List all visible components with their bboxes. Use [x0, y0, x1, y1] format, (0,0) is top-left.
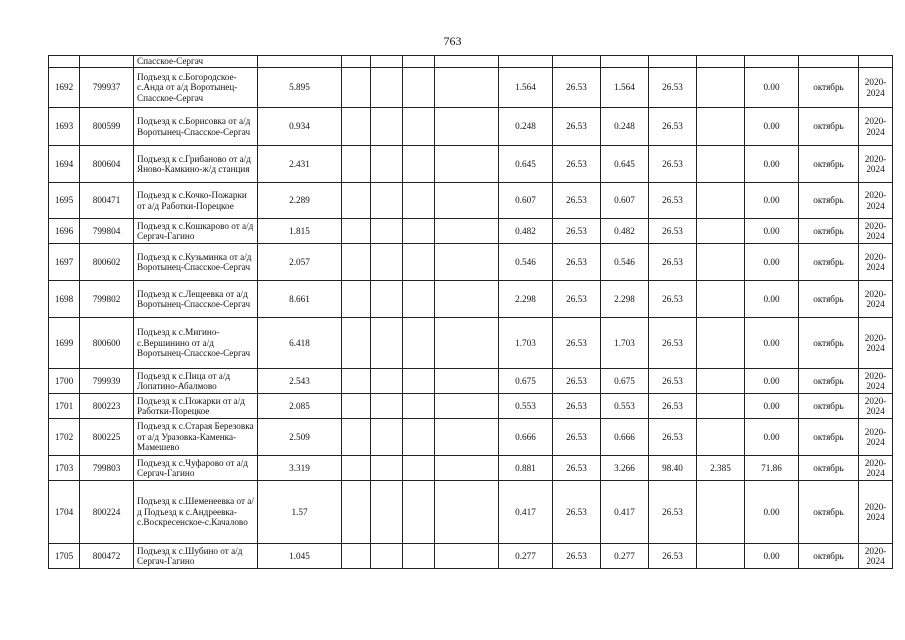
percent-cell: 26.53	[649, 369, 697, 394]
value-cell	[697, 108, 745, 146]
table-row	[49, 481, 893, 544]
percent-cell: 26.53	[649, 481, 697, 544]
road-code-cell: 800600	[80, 318, 134, 369]
empty-cell	[371, 183, 403, 219]
percent-cell: 26.53	[553, 318, 601, 369]
road-name-cell: Подъезд к с.Пица от а/д Лопатино-Абалмово	[134, 369, 258, 394]
empty-cell	[403, 369, 435, 394]
value-cell: 0.00	[745, 481, 799, 544]
value-cell: 0.675	[601, 369, 649, 394]
empty-cell	[342, 394, 371, 419]
value-cell: 0.00	[745, 394, 799, 419]
road-code-cell: 800602	[80, 244, 134, 281]
empty-cell	[403, 219, 435, 244]
years-cell: 2020-2024	[859, 481, 893, 544]
length-cell: 2.509	[258, 419, 342, 456]
length-cell: 2.289	[258, 183, 342, 219]
roads-table	[48, 55, 893, 569]
value-cell: 0.482	[499, 219, 553, 244]
empty-cell	[403, 68, 435, 108]
empty-cell	[371, 108, 403, 146]
value-cell: 0.00	[745, 183, 799, 219]
value-cell: 0.00	[745, 219, 799, 244]
month-cell: октябрь	[799, 369, 859, 394]
empty-cell	[403, 456, 435, 481]
empty-cell	[342, 68, 371, 108]
years-cell: 2020-2024	[859, 369, 893, 394]
empty-cell	[403, 146, 435, 183]
empty-cell	[403, 183, 435, 219]
value-cell: 0.482	[601, 219, 649, 244]
value-cell	[697, 318, 745, 369]
value-cell: 0.277	[499, 544, 553, 569]
table-row-continued	[49, 56, 893, 68]
percent-cell: 26.53	[649, 146, 697, 183]
empty-cell	[435, 419, 499, 456]
percent-cell: 26.53	[553, 456, 601, 481]
value-cell: 0.00	[745, 544, 799, 569]
row-number-cell: 1705	[49, 544, 80, 569]
years-cell: 2020-2024	[859, 219, 893, 244]
percent-cell: 26.53	[649, 281, 697, 318]
percent-cell: 26.53	[553, 108, 601, 146]
percent-cell: 26.53	[553, 219, 601, 244]
row-number-cell: 1703	[49, 456, 80, 481]
table-row	[49, 183, 893, 219]
value-cell: 0.00	[745, 108, 799, 146]
empty-cell	[371, 456, 403, 481]
value-cell: 0.546	[601, 244, 649, 281]
empty-cell	[403, 244, 435, 281]
years-cell: 2020-2024	[859, 544, 893, 569]
empty-cell	[371, 244, 403, 281]
years-cell: 2020-2024	[859, 419, 893, 456]
empty-cell	[342, 244, 371, 281]
road-name-cell: Подъезд к с.Лещеевка от а/д Воротынец-Спасское-Сергач	[134, 281, 258, 318]
percent-cell: 26.53	[649, 318, 697, 369]
row-number-cell: 1698	[49, 281, 80, 318]
value-cell: 0.00	[745, 281, 799, 318]
years-cell: 2020-2024	[859, 318, 893, 369]
empty-cell	[342, 369, 371, 394]
value-cell: 1.703	[499, 318, 553, 369]
percent-cell: 26.53	[553, 146, 601, 183]
empty-cell	[342, 318, 371, 369]
month-cell: октябрь	[799, 281, 859, 318]
value-cell: 0.546	[499, 244, 553, 281]
value-cell: 0.248	[601, 108, 649, 146]
month-cell: октябрь	[799, 544, 859, 569]
road-code-cell: 800599	[80, 108, 134, 146]
length-cell: 2.085	[258, 394, 342, 419]
table-row	[49, 281, 893, 318]
empty-cell	[342, 456, 371, 481]
length-cell: 0.934	[258, 108, 342, 146]
month-cell: октябрь	[799, 394, 859, 419]
percent-cell: 26.53	[649, 419, 697, 456]
empty-cell	[371, 219, 403, 244]
empty-cell	[403, 108, 435, 146]
month-cell: октябрь	[799, 456, 859, 481]
table-row	[49, 146, 893, 183]
value-cell	[697, 146, 745, 183]
years-cell: 2020-2024	[859, 183, 893, 219]
value-cell: 0.00	[745, 146, 799, 183]
road-code-cell: 800604	[80, 146, 134, 183]
road-name-cell: Подъезд к с.Чуфарово от а/д Сергач-Гагино	[134, 456, 258, 481]
table-row	[49, 68, 893, 108]
value-cell	[697, 219, 745, 244]
row-number-cell: 1700	[49, 369, 80, 394]
length-cell: 8.661	[258, 281, 342, 318]
value-cell: 0.553	[601, 394, 649, 419]
month-cell: октябрь	[799, 146, 859, 183]
value-cell: 0.553	[499, 394, 553, 419]
empty-cell	[435, 183, 499, 219]
years-cell: 2020-2024	[859, 456, 893, 481]
month-cell: октябрь	[799, 183, 859, 219]
row-number-cell: 1702	[49, 419, 80, 456]
value-cell: 1.703	[601, 318, 649, 369]
length-cell: 2.057	[258, 244, 342, 281]
empty-cell	[403, 281, 435, 318]
empty-cell	[371, 419, 403, 456]
empty-cell	[342, 146, 371, 183]
value-cell	[697, 481, 745, 544]
value-cell: 3.266	[601, 456, 649, 481]
percent-cell: 26.53	[553, 244, 601, 281]
road-name-cell: Спасское-Сергач	[134, 56, 258, 68]
empty-cell	[342, 481, 371, 544]
length-cell: 3.319	[258, 456, 342, 481]
road-name-cell: Подъезд к с.Кочко-Пожарки от а/д Работки-Порецкое	[134, 183, 258, 219]
road-code-cell: 800223	[80, 394, 134, 419]
value-cell: 0.666	[601, 419, 649, 456]
month-cell: октябрь	[799, 244, 859, 281]
length-cell: 1.045	[258, 544, 342, 569]
length-cell: 2.543	[258, 369, 342, 394]
row-number-cell: 1694	[49, 146, 80, 183]
row-number-cell: 1693	[49, 108, 80, 146]
empty-cell	[435, 369, 499, 394]
empty-cell	[342, 219, 371, 244]
percent-cell: 26.53	[553, 481, 601, 544]
empty-cell	[435, 244, 499, 281]
value-cell: 0.00	[745, 419, 799, 456]
month-cell: октябрь	[799, 318, 859, 369]
value-cell	[697, 281, 745, 318]
road-code-cell: 800471	[80, 183, 134, 219]
percent-cell: 26.53	[553, 394, 601, 419]
road-name-cell: Подъезд к с.Грибаново от а/д Яново-Камкино-ж/д станция	[134, 146, 258, 183]
empty-cell	[371, 281, 403, 318]
month-cell: октябрь	[799, 108, 859, 146]
empty-cell	[435, 108, 499, 146]
value-cell: 71.86	[745, 456, 799, 481]
value-cell: 0.248	[499, 108, 553, 146]
value-cell: 2.298	[601, 281, 649, 318]
percent-cell: 26.53	[553, 544, 601, 569]
value-cell: 0.881	[499, 456, 553, 481]
empty-cell	[371, 318, 403, 369]
empty-cell	[435, 394, 499, 419]
value-cell: 0.607	[601, 183, 649, 219]
row-number-cell: 1697	[49, 244, 80, 281]
table-row	[49, 544, 893, 569]
percent-cell: 26.53	[649, 108, 697, 146]
years-cell: 2020-2024	[859, 281, 893, 318]
empty-cell	[435, 219, 499, 244]
value-cell: 0.645	[499, 146, 553, 183]
empty-cell	[435, 146, 499, 183]
table-row	[49, 394, 893, 419]
row-number-cell: 1696	[49, 219, 80, 244]
road-name-cell: Подъезд к с.Богородское-с.Анда от а/д Воротынец-Спасское-Сергач	[134, 68, 258, 108]
value-cell: 0.417	[601, 481, 649, 544]
table-row	[49, 108, 893, 146]
years-cell: 2020-2024	[859, 244, 893, 281]
value-cell	[697, 369, 745, 394]
empty-cell	[371, 369, 403, 394]
empty-cell	[342, 544, 371, 569]
value-cell	[697, 244, 745, 281]
empty-cell	[403, 419, 435, 456]
table-row	[49, 219, 893, 244]
years-cell: 2020-2024	[859, 68, 893, 108]
road-code-cell: 799939	[80, 369, 134, 394]
empty-cell	[371, 544, 403, 569]
empty-cell	[435, 281, 499, 318]
length-cell: 1.57	[258, 481, 342, 544]
empty-cell	[371, 146, 403, 183]
percent-cell: 26.53	[553, 419, 601, 456]
years-cell: 2020-2024	[859, 108, 893, 146]
road-name-cell: Подъезд к с.Кошкарово от а/д Сергач-Гагино	[134, 219, 258, 244]
empty-cell	[403, 544, 435, 569]
table-row	[49, 456, 893, 481]
length-cell: 1.815	[258, 219, 342, 244]
road-name-cell: Подъезд к с.Кузьминка от а/д Воротынец-Спасское-Сергач	[134, 244, 258, 281]
value-cell: 0.675	[499, 369, 553, 394]
month-cell: октябрь	[799, 68, 859, 108]
empty-cell	[435, 544, 499, 569]
value-cell: 0.00	[745, 318, 799, 369]
value-cell: 0.277	[601, 544, 649, 569]
years-cell: 2020-2024	[859, 394, 893, 419]
row-number-cell: 1704	[49, 481, 80, 544]
road-name-cell: Подъезд к с.Мигино-с.Вершинино от а/д Воротынец-Спасское-Сергач	[134, 318, 258, 369]
month-cell: октябрь	[799, 219, 859, 244]
empty-cell	[403, 481, 435, 544]
length-cell: 2.431	[258, 146, 342, 183]
value-cell: 0.666	[499, 419, 553, 456]
value-cell: 0.00	[745, 68, 799, 108]
length-cell: 6.418	[258, 318, 342, 369]
value-cell: 1.564	[601, 68, 649, 108]
road-code-cell: 799803	[80, 456, 134, 481]
empty-cell	[371, 68, 403, 108]
empty-cell	[403, 318, 435, 369]
empty-cell	[342, 108, 371, 146]
percent-cell: 26.53	[553, 369, 601, 394]
percent-cell: 98.40	[649, 456, 697, 481]
empty-cell	[371, 481, 403, 544]
row-number-cell: 1701	[49, 394, 80, 419]
empty-cell	[435, 481, 499, 544]
row-number-cell: 1692	[49, 68, 80, 108]
road-name-cell: Подъезд к с.Старая Березовка от а/д Уразовка-Каменка-Мамешево	[134, 419, 258, 456]
value-cell: 2.385	[697, 456, 745, 481]
percent-cell: 26.53	[649, 244, 697, 281]
value-cell: 0.00	[745, 244, 799, 281]
road-name-cell: Подъезд к с.Борисовка от а/д Воротынец-Спасское-Сергач	[134, 108, 258, 146]
table-row	[49, 369, 893, 394]
value-cell	[697, 183, 745, 219]
percent-cell: 26.53	[649, 219, 697, 244]
month-cell: октябрь	[799, 419, 859, 456]
page-number: 763	[443, 34, 462, 48]
road-name-cell: Подъезд к с.Шеменеевка от а/д Подъезд к с.Андреевка-с.Воскресенское-с.Качалово	[134, 481, 258, 544]
empty-cell	[403, 394, 435, 419]
empty-cell	[342, 419, 371, 456]
road-name-cell: Подъезд к с.Шубино от а/д Сергач-Гагино	[134, 544, 258, 569]
road-code-cell: 800472	[80, 544, 134, 569]
percent-cell: 26.53	[553, 281, 601, 318]
value-cell: 1.564	[499, 68, 553, 108]
row-number-cell: 1699	[49, 318, 80, 369]
table-row	[49, 419, 893, 456]
road-name-cell: Подъезд к с.Пожарки от а/д Работки-Порецкое	[134, 394, 258, 419]
table-row	[49, 244, 893, 281]
table-row	[49, 318, 893, 369]
road-code-cell: 800224	[80, 481, 134, 544]
percent-cell: 26.53	[649, 68, 697, 108]
value-cell: 0.607	[499, 183, 553, 219]
percent-cell: 26.53	[649, 544, 697, 569]
value-cell: 0.417	[499, 481, 553, 544]
value-cell: 2.298	[499, 281, 553, 318]
value-cell	[697, 544, 745, 569]
length-cell: 5.895	[258, 68, 342, 108]
month-cell: октябрь	[799, 481, 859, 544]
value-cell	[697, 68, 745, 108]
road-code-cell: 800225	[80, 419, 134, 456]
percent-cell: 26.53	[553, 183, 601, 219]
years-cell: 2020-2024	[859, 146, 893, 183]
percent-cell: 26.53	[649, 183, 697, 219]
empty-cell	[435, 456, 499, 481]
empty-cell	[371, 394, 403, 419]
empty-cell	[435, 68, 499, 108]
row-number-cell: 1695	[49, 183, 80, 219]
road-code-cell: 799804	[80, 219, 134, 244]
percent-cell: 26.53	[649, 394, 697, 419]
road-code-cell: 799802	[80, 281, 134, 318]
value-cell	[697, 394, 745, 419]
road-code-cell: 799937	[80, 68, 134, 108]
percent-cell: 26.53	[553, 68, 601, 108]
empty-cell	[342, 281, 371, 318]
value-cell: 0.645	[601, 146, 649, 183]
value-cell: 0.00	[745, 369, 799, 394]
empty-cell	[435, 318, 499, 369]
empty-cell	[342, 183, 371, 219]
value-cell	[697, 419, 745, 456]
